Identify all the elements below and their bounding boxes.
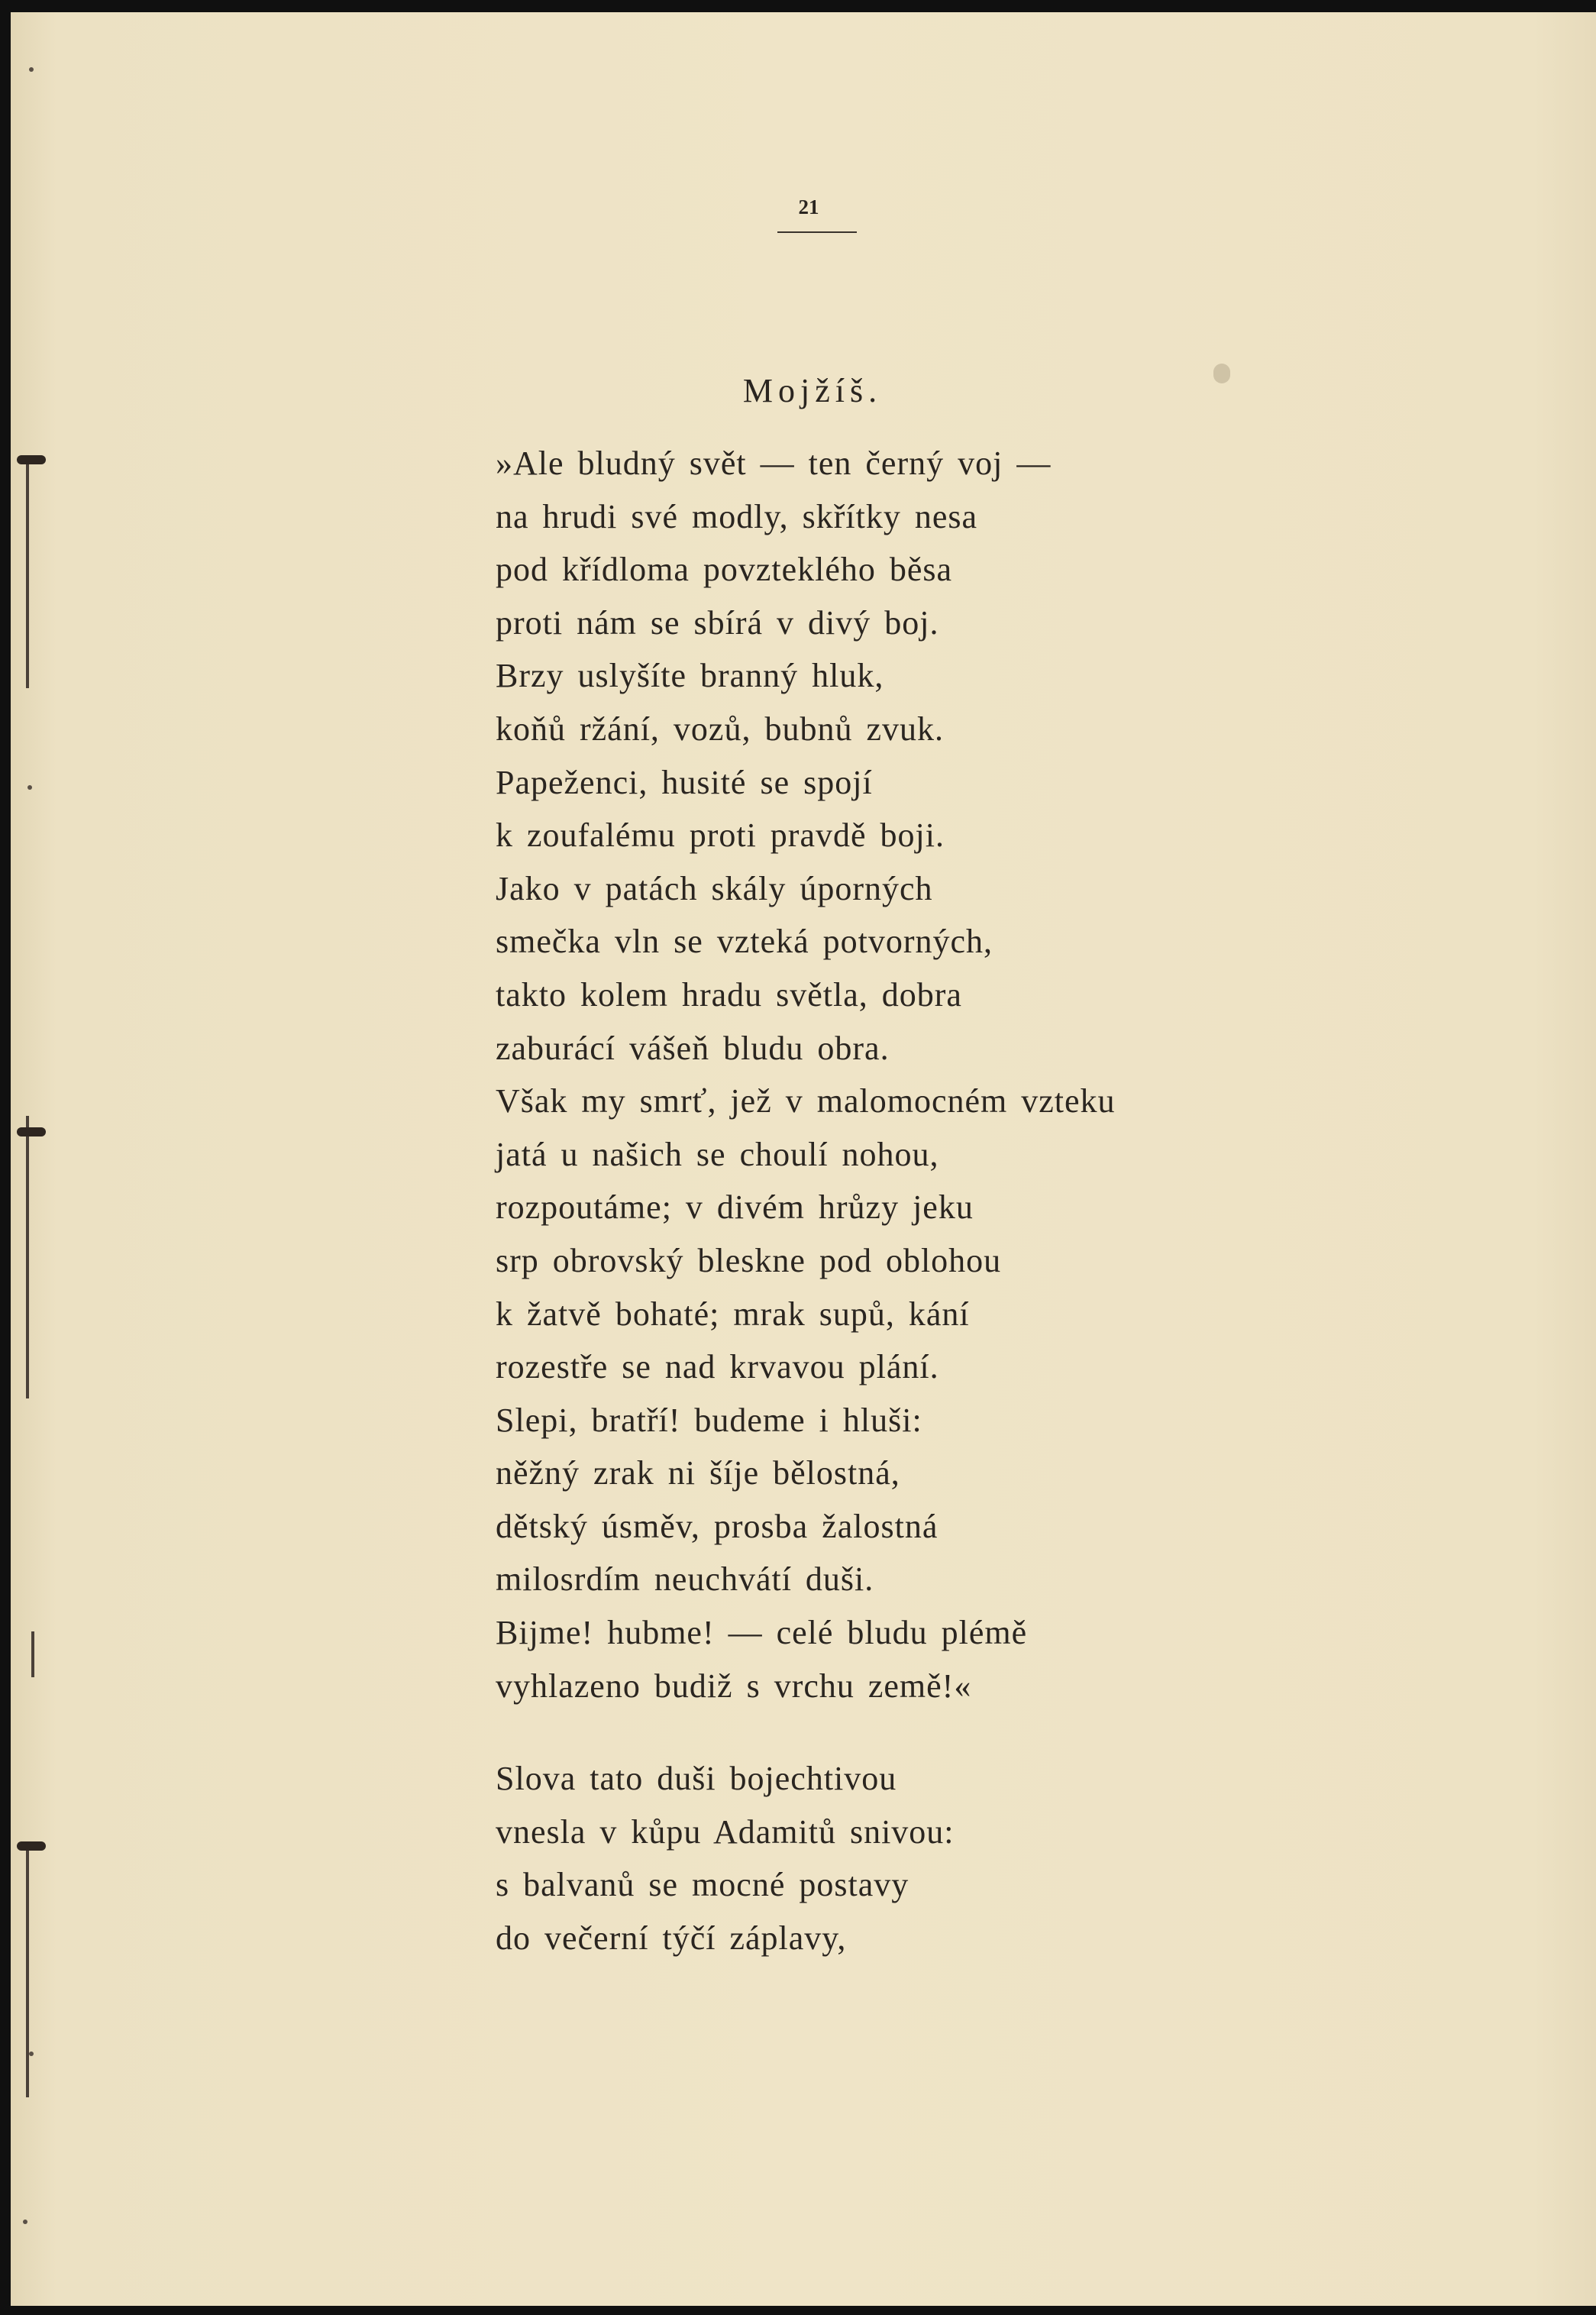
binding-knot <box>17 1127 46 1136</box>
binding-knot <box>17 1841 46 1851</box>
paper-smudge <box>1213 364 1230 383</box>
poem-line: rozestře se nad krvavou plání. <box>496 1348 939 1386</box>
poem-line: k zoufalému proti pravdě boji. <box>496 816 945 855</box>
binding-thread <box>26 1116 29 1398</box>
poem-line: vyhlazeno budiž s vrchu země!« <box>496 1667 972 1705</box>
poem-line: Brzy uslyšíte branný hluk, <box>496 657 884 695</box>
page-number: 21 <box>798 196 819 218</box>
poem-line: pod křídloma povzteklého běsa <box>496 551 953 589</box>
binding-mark <box>27 785 32 790</box>
poem-line: Bijme! hubme! — celé bludu plémě <box>496 1614 1028 1652</box>
book-page <box>11 12 1596 2306</box>
stanza <box>496 437 1116 1712</box>
poem-line: milosrdím neuchvátí duši. <box>496 1560 874 1599</box>
poem-line: proti nám se sbírá v divý boj. <box>496 603 939 642</box>
poem-line: »Ale bludný svět — ten černý voj — <box>496 445 1052 482</box>
poem-line: Slova tato duši bojechtivou <box>496 1760 897 1797</box>
poem-line: Slepi, bratří! budeme i hluši: <box>496 1401 922 1439</box>
poem-line: zaburácí vášeň bludu obra. <box>496 1029 890 1067</box>
poem-line: koňů ržání, vozů, bubnů zvuk. <box>496 710 944 748</box>
poem-line: něžný zrak ni šíje bělostná, <box>496 1454 900 1492</box>
poem-line: smečka vln se vzteká potvorných, <box>496 923 993 961</box>
poem-line: rozpoutáme; v divém hrůzy jeku <box>496 1188 974 1227</box>
binding-knot <box>17 455 46 464</box>
poem-line: do večerní týčí záplavy, <box>496 1919 847 1957</box>
binding-mark <box>29 2051 34 2056</box>
poem-line: Papeženci, husité se spojí <box>496 763 873 801</box>
binding-thread <box>26 459 29 688</box>
poem-line: dětský úsměv, prosba žalostná <box>496 1507 939 1545</box>
poem-line: jatá u našich se choulí nohou, <box>496 1135 939 1173</box>
binding-thread <box>31 1631 34 1677</box>
poem-line: k žatvě bohaté; mrak supů, kání <box>496 1295 970 1333</box>
poem-line: srp obrovský bleskne pod oblohou <box>496 1241 1002 1279</box>
binding-mark <box>29 67 34 72</box>
poem-line: Jako v patách skály úporných <box>496 869 933 907</box>
poem-line: takto kolem hradu světla, dobra <box>496 975 962 1014</box>
poem-line: na hrudi své modly, skřítky nesa <box>496 497 978 535</box>
binding-mark <box>23 2220 27 2224</box>
binding-thread <box>26 1845 29 2097</box>
poem-line: Však my smrť, jež v malomocném vzteku <box>496 1082 1116 1120</box>
poem-line: vnesla v kůpu Adamitů snivou: <box>496 1812 955 1851</box>
poem-line: s balvanů se mocné postavy <box>496 1866 909 1904</box>
poem-title: Mojžíš. <box>742 372 883 409</box>
stanza <box>496 1752 955 1964</box>
page-binding-edge <box>11 12 57 2306</box>
page-number-rule <box>777 231 857 233</box>
